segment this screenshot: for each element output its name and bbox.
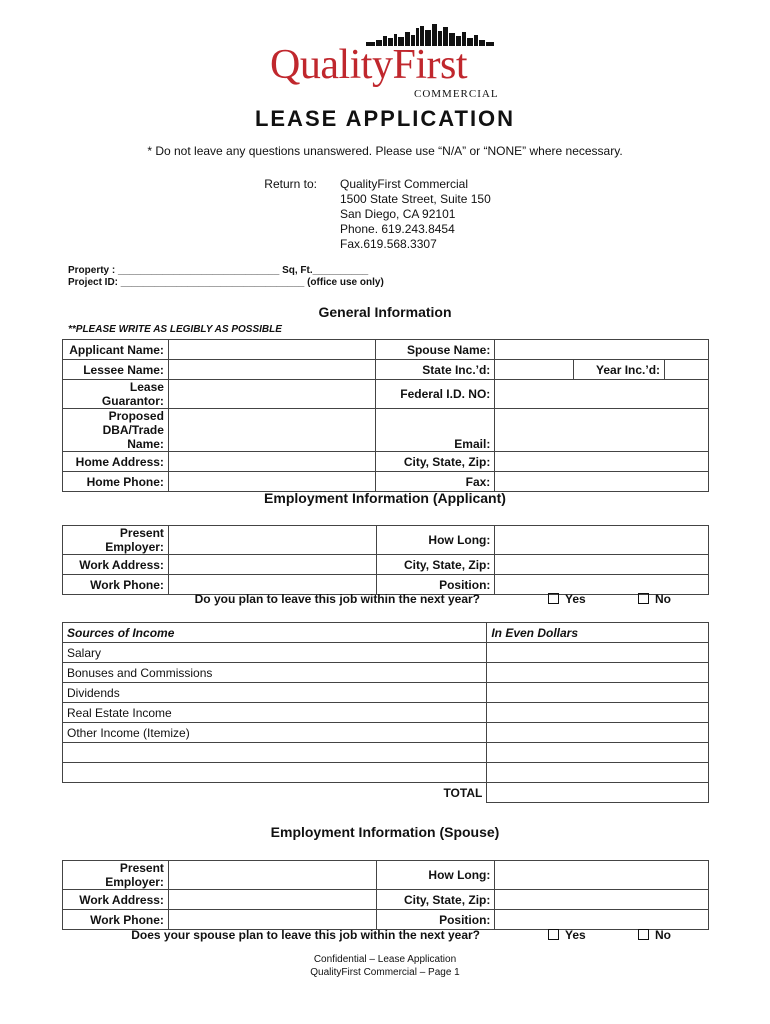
spouse-leave-job-question: Does your spouse plan to leave this job within the next year? — [131, 928, 480, 942]
spouse-how-long-label: How Long: — [376, 861, 495, 890]
no-label: No — [655, 928, 671, 942]
general-information-heading: General Information — [318, 304, 452, 320]
logo-wordmark: QualityFirst — [270, 42, 468, 88]
spouse-name-field[interactable] — [495, 340, 709, 360]
dba-trade-name-label: DBA/Trade Name: — [102, 423, 164, 451]
leave-job-question: Do you plan to leave this job within the next year? — [194, 592, 480, 606]
income-amount-field[interactable] — [487, 663, 709, 683]
checkbox-icon — [638, 929, 649, 940]
spouse-work-address-field[interactable] — [168, 890, 376, 910]
income-source-real-estate: Real Estate Income — [63, 703, 487, 723]
dba-label — [63, 409, 169, 452]
how-long-field[interactable] — [495, 526, 709, 555]
spouse-present-employer-label: Present Employer: — [63, 861, 169, 890]
home-address-label: Home Address: — [63, 452, 169, 472]
spouse-city-state-zip-label: City, State, Zip: — [376, 890, 495, 910]
fax-field[interactable] — [495, 472, 709, 492]
work-address-field[interactable] — [168, 555, 376, 575]
spouse-how-long-field[interactable] — [495, 861, 709, 890]
legibility-note: **PLEASE WRITE AS LEGIBLY AS POSSIBLE — [68, 324, 282, 335]
leave-job-no-checkbox[interactable] — [638, 592, 671, 606]
instruction-text: * Do not leave any questions unanswered. Please use “N/A” or “NONE” where necessary. — [147, 144, 623, 158]
dba-field[interactable] — [168, 409, 376, 452]
page-footer — [0, 953, 770, 979]
checkbox-icon — [638, 593, 649, 604]
spouse-work-phone-label: Work Phone: — [63, 910, 169, 930]
federal-id-label: Federal I.D. NO: — [376, 380, 495, 409]
spouse-work-phone-field[interactable] — [168, 910, 376, 930]
income-source-blank[interactable] — [63, 743, 487, 763]
email-label: Email: — [376, 409, 495, 452]
income-table — [62, 622, 709, 803]
spouse-present-employer-field[interactable] — [168, 861, 376, 890]
income-source-blank[interactable] — [63, 763, 487, 783]
property-line: Property : _____________________________ Sq, Ft.__________ — [68, 265, 369, 276]
return-to-label: Return to: — [264, 177, 317, 191]
lessee-name-label: Lessee Name: — [63, 360, 169, 380]
spouse-name-label: Spouse Name: — [376, 340, 495, 360]
work-phone-label: Work Phone: — [63, 575, 169, 595]
home-address-field[interactable] — [168, 452, 376, 472]
state-incd-label: State Inc.’d: — [376, 360, 495, 380]
lessee-name-field[interactable] — [168, 360, 376, 380]
present-employer-field[interactable] — [168, 526, 376, 555]
how-long-label: How Long: — [376, 526, 495, 555]
yes-label: Yes — [565, 928, 586, 942]
footer-line-2: QualityFirst Commercial – Page 1 — [310, 967, 460, 978]
present-employer-label: Present Employer: — [63, 526, 169, 555]
footer-line-1: Confidential – Lease Application — [313, 954, 457, 965]
income-source-bonuses: Bonuses and Commissions — [63, 663, 487, 683]
total-field[interactable] — [487, 783, 709, 803]
spouse-employment-heading: Employment Information (Spouse) — [270, 824, 500, 840]
income-source-salary: Salary — [63, 643, 487, 663]
lease-guarantor-field[interactable] — [168, 380, 376, 409]
address-line: San Diego, CA 92101 — [340, 207, 456, 221]
no-label: No — [655, 592, 671, 606]
income-amount-field[interactable] — [487, 643, 709, 663]
city-state-zip-field[interactable] — [495, 452, 709, 472]
address-phone: Phone. 619.243.8454 — [340, 222, 455, 236]
lease-guarantor-label: Lease Guarantor: — [63, 380, 169, 409]
income-source-dividends: Dividends — [63, 683, 487, 703]
checkbox-icon — [548, 593, 559, 604]
work-city-state-zip-label: City, State, Zip: — [376, 555, 495, 575]
state-incd-field[interactable] — [495, 360, 574, 380]
proposed-label: Proposed — [108, 409, 164, 423]
spouse-employment-table — [62, 860, 709, 930]
year-incd-field[interactable] — [665, 360, 709, 380]
sources-of-income-header: Sources of Income — [63, 623, 487, 643]
spouse-position-label: Position: — [376, 910, 495, 930]
project-id-line: Project ID: _________________________________ (office use only) — [68, 277, 384, 288]
checkbox-icon — [548, 929, 559, 940]
income-amount-field[interactable] — [487, 743, 709, 763]
position-label: Position: — [376, 575, 495, 595]
applicant-employment-heading: Employment Information (Applicant) — [264, 490, 506, 506]
applicant-employment-table — [62, 525, 709, 595]
spouse-work-address-label: Work Address: — [63, 890, 169, 910]
logo-subtitle: COMMERCIAL — [414, 88, 499, 100]
yes-label: Yes — [565, 592, 586, 606]
income-amount-field[interactable] — [487, 683, 709, 703]
email-field[interactable] — [495, 409, 709, 452]
return-address — [340, 177, 491, 252]
income-amount-field[interactable] — [487, 703, 709, 723]
applicant-name-field[interactable] — [168, 340, 376, 360]
address-fax: Fax.619.568.3307 — [340, 237, 437, 251]
income-amount-field[interactable] — [487, 723, 709, 743]
spouse-city-state-zip-field[interactable] — [495, 890, 709, 910]
leave-job-yes-checkbox[interactable] — [548, 592, 586, 606]
federal-id-field[interactable] — [495, 380, 709, 409]
work-city-state-zip-field[interactable] — [495, 555, 709, 575]
address-line: QualityFirst Commercial — [340, 177, 469, 191]
work-address-label: Work Address: — [63, 555, 169, 575]
applicant-name-label: Applicant Name: — [63, 340, 169, 360]
in-even-dollars-header: In Even Dollars — [487, 623, 709, 643]
position-field[interactable] — [495, 575, 709, 595]
general-information-table — [62, 339, 709, 492]
address-line: 1500 State Street, Suite 150 — [340, 192, 491, 206]
income-amount-field[interactable] — [487, 763, 709, 783]
total-label: TOTAL — [443, 785, 483, 800]
home-phone-field[interactable] — [168, 472, 376, 492]
spouse-leave-job-no-checkbox[interactable] — [638, 928, 671, 942]
spouse-position-field[interactable] — [495, 910, 709, 930]
spouse-leave-job-yes-checkbox[interactable] — [548, 928, 586, 942]
year-incd-label: Year Inc.’d: — [574, 360, 665, 380]
fax-label: Fax: — [376, 472, 495, 492]
home-phone-label: Home Phone: — [63, 472, 169, 492]
income-source-other: Other Income (Itemize) — [63, 723, 487, 743]
page-title: LEASE APPLICATION — [254, 106, 516, 131]
city-state-zip-label: City, State, Zip: — [376, 452, 495, 472]
